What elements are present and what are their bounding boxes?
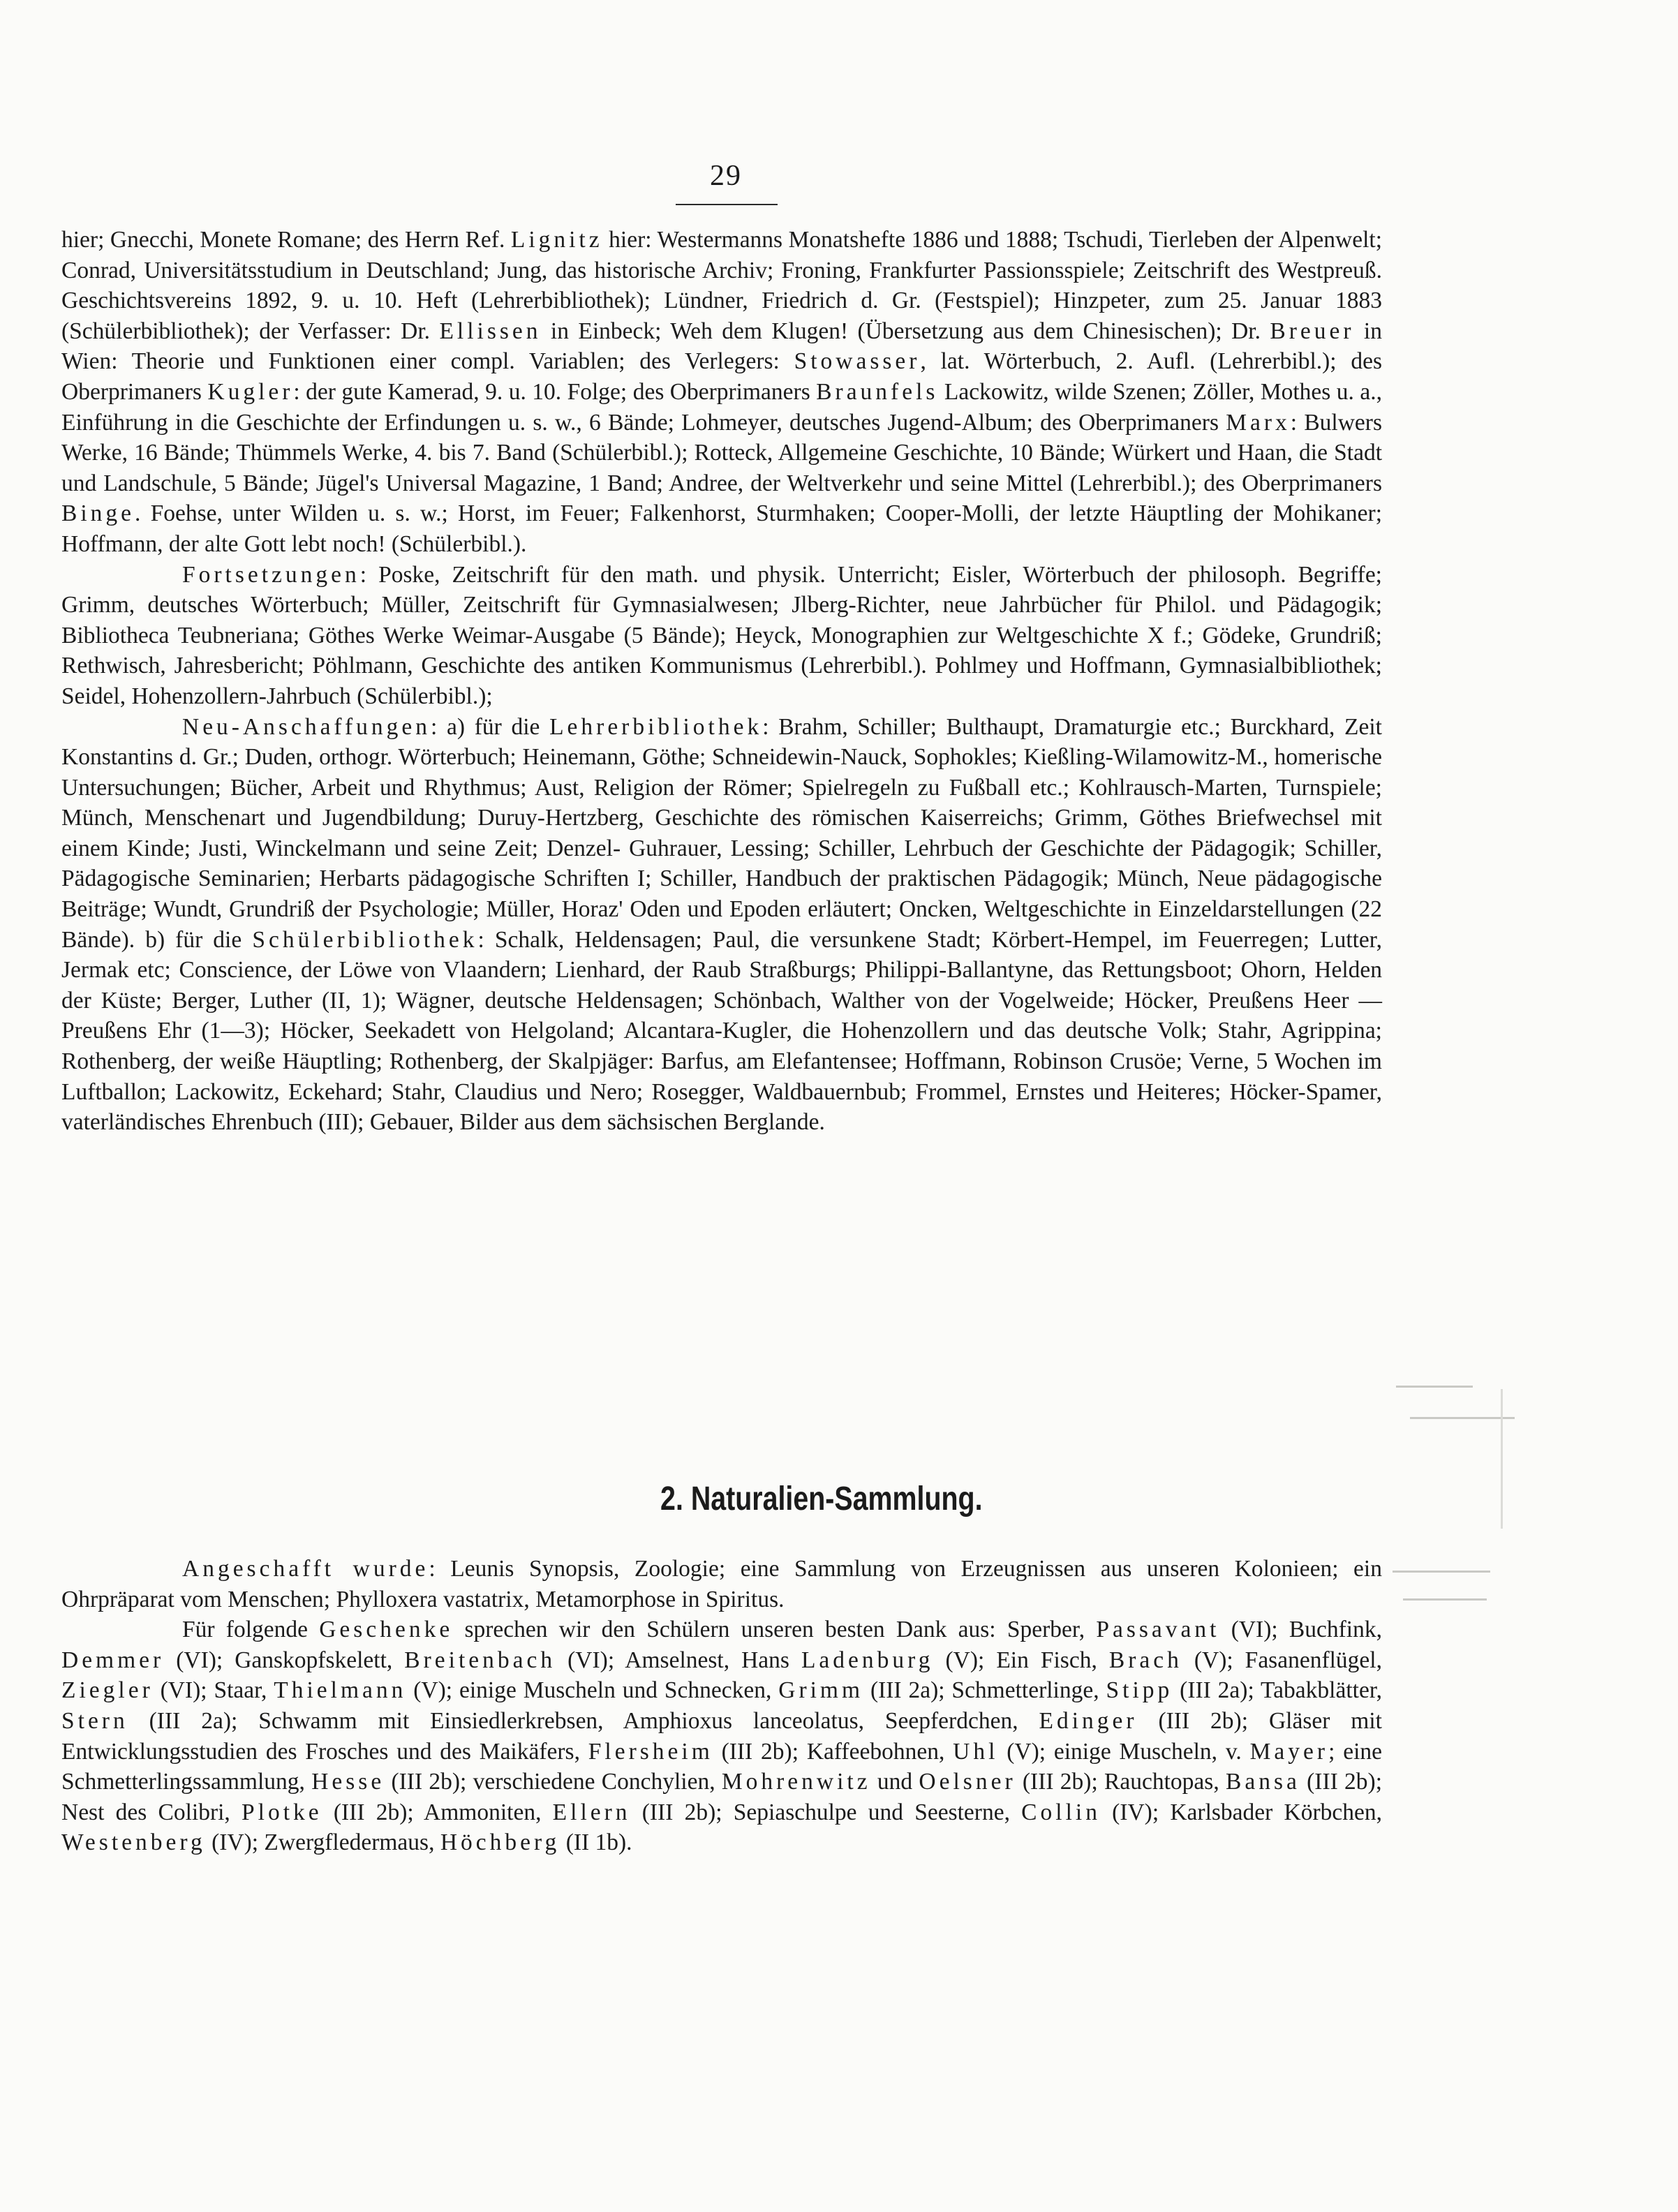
spaced-name: Lehrerbibliothek: [549, 713, 763, 740]
text-run: Für folgende: [182, 1617, 320, 1643]
text-run: (IV); Karlsbader Körbchen,: [1100, 1799, 1382, 1825]
text-run: (II 1b).: [560, 1829, 632, 1856]
spaced-name: Neu-Anschaffungen: [182, 713, 431, 740]
spaced-name: Collin: [1021, 1799, 1101, 1825]
paragraph: [61, 225, 1382, 560]
text-run: : Poske, Zeitschrift für den math. und physik. Unterricht; Eisler, Wörterbuch der philosoph. Begriffe; Grimm, deutsches Wörterbuch; Müller, Zeitschrift für Gymnasialwesen; Jlberg-Richter, neue Jahrbücher für Philol. und Pädagogik; Bibliotheca Teubneriana; Göthes Werke Weimar-Ausgabe (5 Bände); Heyck, Monographien zur Weltgeschichte X f.; Gödeke, Grundriß; Rethwisch, Jahresbericht; Pöhlmann, Geschichte des antiken Kommunismus (Lehrerbibl.). Pohlmey und Hoffmann, Gymnasialbibliothek; Seidel, Hohenzollern-Jahrbuch (Schülerbibl.);: [61, 561, 1382, 709]
text-run: und: [870, 1769, 919, 1795]
spaced-name: Ziegler: [61, 1677, 154, 1704]
text-run: (III 2b); Rauchtopas,: [1016, 1769, 1226, 1795]
text-run: , lat. Wörterbuch, 2. Aufl. (Lehrerbibl.); des Oberprimaners: [61, 348, 1382, 405]
paragraph: [61, 1615, 1382, 1858]
page-number: 29: [710, 160, 742, 192]
page-number-rule: [676, 204, 778, 205]
text-run: : a) für die: [431, 713, 550, 740]
text-run: . Foehse, unter Wilden u. s. w.; Horst, im Feuer; Falkenhorst, Sturmhaken; Cooper-Molli, der letzte Häuptling der Mohikaner; Hoffmann, der alte Gott lebt noch! (Schülerbibl.).: [61, 500, 1382, 557]
bleed-through-mark: [1396, 1386, 1473, 1388]
paragraph: [61, 1554, 1382, 1615]
bleed-through-mark: [1410, 1417, 1515, 1419]
text-run: (V); einige Muscheln und Schnecken,: [406, 1677, 779, 1704]
spaced-name: Passavant: [1096, 1617, 1220, 1643]
spaced-name: Bansa: [1225, 1769, 1300, 1795]
section-heading: 2. Naturalien-Sammlung.: [660, 1480, 983, 1517]
text-run: (III 2a); Schwamm mit Einsiedlerkrebsen, Amphioxus lanceolatus, Seepferdchen,: [128, 1707, 1039, 1734]
text-run: (VI); Ganskopfskelett,: [164, 1647, 405, 1673]
text-run: (III 2a); Schmetterlinge,: [863, 1677, 1106, 1704]
spaced-name: Edinger: [1039, 1707, 1138, 1734]
text-run: : Leunis Synopsis, Zoologie; eine Sammlung von Erzeugnissen aus unseren Kolonieen; ein Ohrpräparat vom Menschen; Phylloxera vastatrix, Metamorphose in Spiritus.: [61, 1556, 1382, 1612]
library-acquisitions-text: [61, 225, 1382, 1138]
text-run: : der gute Kamerad, 9. u. 10. Folge; des Oberprimaners: [293, 378, 817, 405]
text-run: (III 2b); Nest des Colibri,: [61, 1769, 1382, 1825]
text-run: : Bulwers Werke, 16 Bände; Thümmels Werke, 4. bis 7. Band (Schülerbibl.); Rotteck, Allgemeine Geschichte, 10 Bände; Würkert und Haan, die Stadt und Landschule, 5 Bände; Jügel's Universal Magazine, 1 Band; Andree, der Weltverkehr und seine Mittel (Lehrerbibl.); des Oberprimaners: [61, 409, 1382, 496]
text-run: sprechen wir den Schülern unseren besten Dank aus: Sperber,: [453, 1617, 1097, 1643]
text-run: (III 2b); Kaffeebohnen,: [713, 1738, 953, 1765]
text-run: (III 2b); Sepiaschulpe und Seesterne,: [630, 1799, 1022, 1825]
spaced-name: Westenberg: [61, 1829, 206, 1856]
spaced-name: Höchberg: [440, 1829, 560, 1856]
text-run: (III 2b); verschiedene Conchylien,: [385, 1769, 722, 1795]
text-run: (III 2b); Gläser mit Entwicklungsstudien des Frosches und des Maikäfers,: [61, 1707, 1382, 1765]
bleed-through-mark: [1403, 1598, 1487, 1601]
paragraph: [61, 560, 1382, 712]
text-run: hier: Westermanns Monatshefte 1886 und 1888; Tschudi, Tierleben der Alpenwelt; Conrad, Universitätsstudium in Deutschland; Jung, das historische Archiv; Froning, Frankfurter Passionsspiele; Zeitschrift des Westpreuß. Geschichtsvereins 1892, 9. u. 10. Heft (Lehrerbibliothek); Lündner, Friedrich d. Gr. (Festspiel); Hinzpeter, zum 25. Januar 1883 (Schülerbibliothek); der Verfasser: Dr.: [61, 227, 1382, 344]
spaced-name: Plotke: [242, 1799, 322, 1825]
text-run: Lackowitz, wilde Szenen; Zöller, Mothes u. a., Einführung in die Geschichte der Erfindungen u. s. w., 6 Bände; Lohmeyer, deutsches Jugend-Album; des Oberprimaners: [61, 378, 1382, 436]
text-run: ; eine Schmetterlingssammlung,: [61, 1738, 1383, 1795]
spaced-name: Geschenke: [319, 1617, 454, 1643]
text-run: : Schalk, Heldensagen; Paul, die versunkene Stadt; Körbert-Hempel, im Feuerregen; Lutter, Jermak etc; Conscience, der Löwe von Vlaandern; Lienhard, der Raub Straßburgs; Philippi-Ballantyne, das Rettungsboot; Ohorn, Helden der Küste; Berger, Luther (II, 1); Wägner, deutsche Heldensagen; Schönbach, Walther von der Vogelweide; Höcker, Preußens Heer — Preußens Ehr (1—3); Höcker, Seekadett von Helgoland; Alcantara-Kugler, die Hohenzollern und das deutsche Volk; Stahr, Agrippina; Rothenberg, der weiße Häuptling; Rothenberg, der Skalpjäger: Barfus, am Elefantensee; Hoffmann, Robinson Crusöe; Verne, 5 Wochen im Luftballon; Lackowitz, Eckehard; Stahr, Claudius und Nero; Rosegger, Waldbauernbub; Frommel, Ernstes und Heiteres; Höcker-Spamer, vaterländisches Ehrenbuch (III); Gebauer, Bilder aus dem sächsischen Berglande.: [61, 926, 1382, 1136]
text-run: (III 2a); Tabakblätter,: [1173, 1677, 1383, 1704]
spaced-name: Grimm: [778, 1677, 864, 1704]
paragraph: [61, 712, 1382, 1138]
spaced-name: Ellissen: [439, 318, 542, 344]
spaced-name: Thielmann: [274, 1677, 407, 1704]
spaced-name: Mayer: [1249, 1738, 1329, 1765]
spaced-name: Stowasser: [794, 348, 921, 375]
text-run: (III 2b); Ammoniten,: [322, 1799, 553, 1825]
spaced-name: Mohrenwitz: [721, 1769, 871, 1795]
bleed-through-mark: [1501, 1389, 1503, 1529]
spaced-name: Demmer: [61, 1647, 165, 1673]
spaced-name: Oelsner: [919, 1769, 1016, 1795]
spaced-name: Schülerbibliothek: [252, 926, 478, 953]
text-run: in Einbeck; Weh dem Klugen! (Übersetzung aus dem Chinesischen); Dr.: [541, 318, 1270, 344]
bleed-through-mark: [1393, 1571, 1490, 1573]
spaced-name: Ladenburg: [801, 1647, 934, 1673]
spaced-name: Breitenbach: [404, 1647, 556, 1673]
text-run: (IV); Zwergfledermaus,: [205, 1829, 440, 1856]
text-run: (VI); Buchfink,: [1219, 1617, 1382, 1643]
text-run: (VI); Staar,: [153, 1677, 274, 1704]
spaced-name: Angeschafft wurde: [182, 1556, 429, 1582]
text-run: (V); Ein Fisch,: [933, 1647, 1109, 1673]
spaced-name: Lignitz: [510, 227, 603, 253]
text-run: in Wien: Theorie und Funktionen einer compl. Variablen; des Verlegers:: [61, 318, 1382, 375]
spaced-name: Fortsetzungen: [182, 561, 360, 588]
spaced-name: Binge: [61, 500, 135, 527]
natural-history-collection-text: [61, 1554, 1382, 1858]
spaced-name: Hesse: [311, 1769, 385, 1795]
spaced-name: Stern: [61, 1707, 128, 1734]
spaced-name: Flersheim: [588, 1738, 713, 1765]
spaced-name: Marx: [1226, 409, 1291, 436]
spaced-name: Kugler: [207, 378, 294, 405]
text-run: (VI); Amselnest, Hans: [556, 1647, 801, 1673]
spaced-name: Stipp: [1106, 1677, 1173, 1704]
spaced-name: Ellern: [552, 1799, 631, 1825]
spaced-name: Braunfels: [816, 378, 939, 405]
spaced-name: Uhl: [953, 1738, 999, 1765]
spaced-name: Breuer: [1270, 318, 1355, 344]
text-run: hier; Gnecchi, Monete Romane; des Herrn Ref.: [61, 227, 511, 253]
text-run: (V); Fasanenflügel,: [1182, 1647, 1382, 1673]
text-run: (V); einige Muscheln, v.: [998, 1738, 1250, 1765]
spaced-name: Brach: [1108, 1647, 1182, 1673]
text-run: : Brahm, Schiller; Bulthaupt, Dramaturgie etc.; Burckhard, Zeit Konstantins d. Gr.; Duden, orthogr. Wörterbuch; Heinemann, Göthe; Schneidewin-Nauck, Sophokles; Kießling-Wilamowitz-M., homerische Untersuchungen; Bücher, Arbeit und Rhythmus; Aust, Religion der Römer; Spielregeln zu Fußball etc.; Kohlrausch-Marten, Turnspiele; Münch, Menschenart und Jugendbildung; Duruy-Hertzberg, Geschichte des römischen Kaiserreichs; Grimm, Göthes Briefwechsel mit einem Kinde; Justi, Winckelmann und seine Zeit; Denzel- Guhrauer, Lessing; Schiller, Lehrbuch der Geschichte der Pädagogik; Schiller, Pädagogische Seminarien; Herbarts pädagogische Schriften I; Schiller, Handbuch der praktischen Pädagogik; Münch, Neue pädagogische Beiträge; Wundt, Grundriß der Psychologie; Müller, Horaz' Oden und Epoden erläutert; Oncken, Weltgeschichte in Einzeldarstellungen (22 Bände). b) für die: [61, 713, 1382, 953]
